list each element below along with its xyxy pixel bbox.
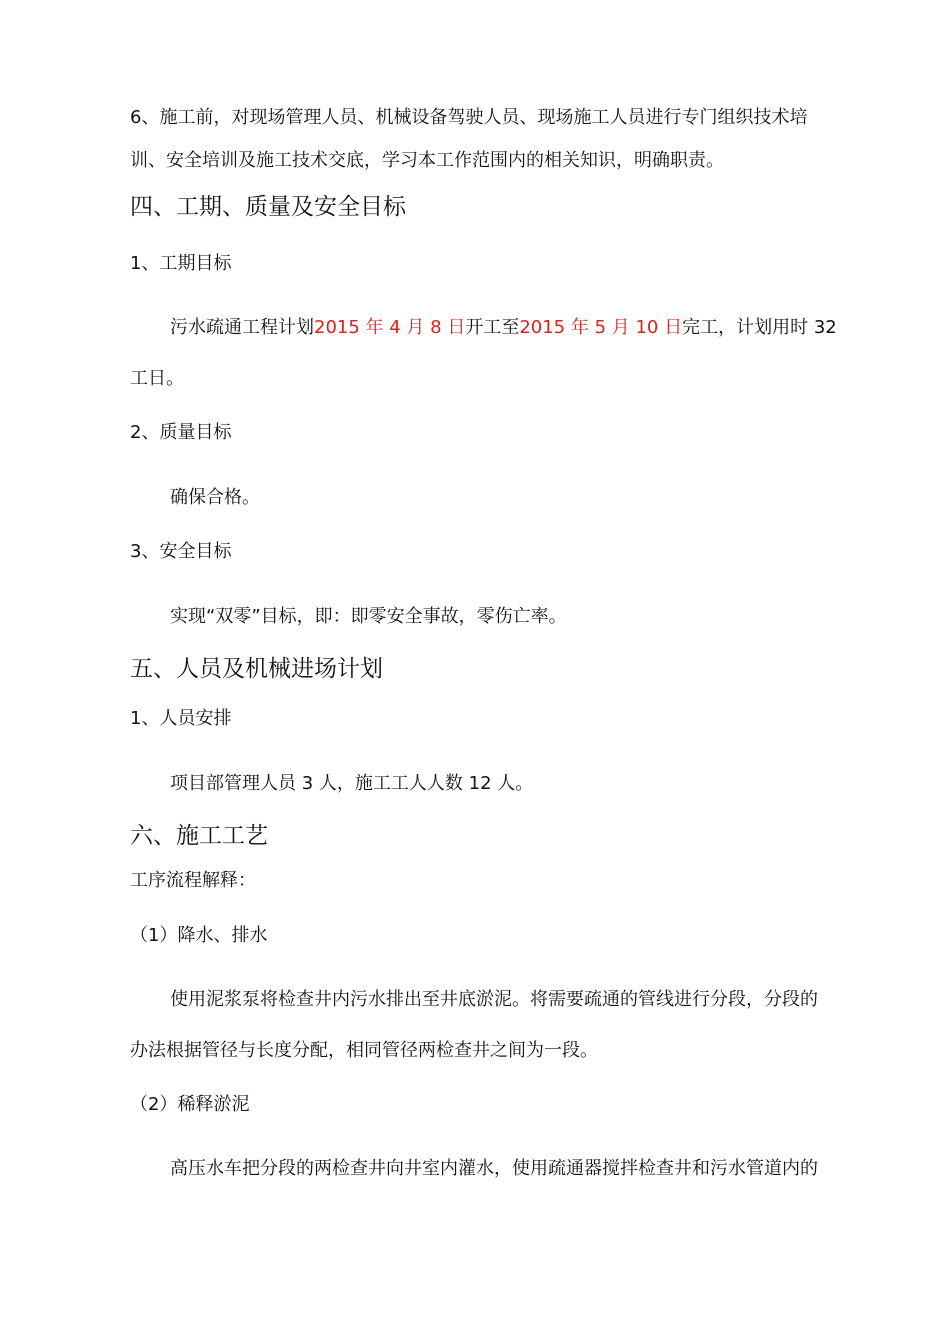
paragraph-6-line-1: 6、施工前，对现场管理人员、机械设备驾驶人员、现场施工人员进行专门组织技术培 — [130, 107, 808, 128]
heading-section-5: 五、人员及机械进场计划 — [130, 656, 383, 682]
step-1-title: （1）降水、排水 — [130, 925, 268, 946]
schedule-goal-line-2: 工日。 — [130, 368, 184, 389]
subheading-quality-goal: 2、质量目标 — [130, 422, 232, 443]
subheading-safety-goal: 3、安全目标 — [130, 541, 232, 562]
start-date: 2015 年 4 月 8 日 — [314, 317, 466, 338]
schedule-goal-line-1 — [170, 316, 837, 340]
quality-goal-text: 确保合格。 — [170, 487, 260, 508]
subheading-staffing: 1、人员安排 — [130, 708, 232, 729]
schedule-text-c: 完工，计划用时 32 — [682, 317, 837, 338]
schedule-text-a: 污水疏通工程计划 — [170, 317, 314, 338]
process-flow-title: 工序流程解释： — [130, 870, 256, 891]
step-1-line-2: 办法根据管径与长度分配，相同管径两检查井之间为一段。 — [130, 1040, 598, 1061]
paragraph-6-line-2: 训、安全培训及施工技术交底，学习本工作范围内的相关知识，明确职责。 — [130, 150, 724, 171]
subheading-schedule-goal: 1、工期目标 — [130, 253, 232, 274]
step-1-line-1: 使用泥浆泵将检查井内污水排出至井底淤泥。将需要疏通的管线进行分段，分段的 — [170, 989, 818, 1010]
end-date: 2015 年 5 月 10 日 — [519, 317, 683, 338]
safety-goal-text: 实现“双零”目标，即：即零安全事故，零伤亡率。 — [170, 606, 567, 627]
step-2-title: （2）稀释淤泥 — [130, 1094, 250, 1115]
heading-section-4: 四、工期、质量及安全目标 — [130, 194, 406, 220]
staffing-text: 项目部管理人员 3 人，施工工人人数 12 人。 — [170, 773, 534, 794]
schedule-text-b: 开工至 — [465, 317, 520, 338]
heading-section-6: 六、施工工艺 — [130, 823, 268, 849]
step-2-line-1: 高压水车把分段的两检查井向井室内灌水，使用疏通器搅拌检查井和污水管道内的 — [170, 1158, 818, 1179]
